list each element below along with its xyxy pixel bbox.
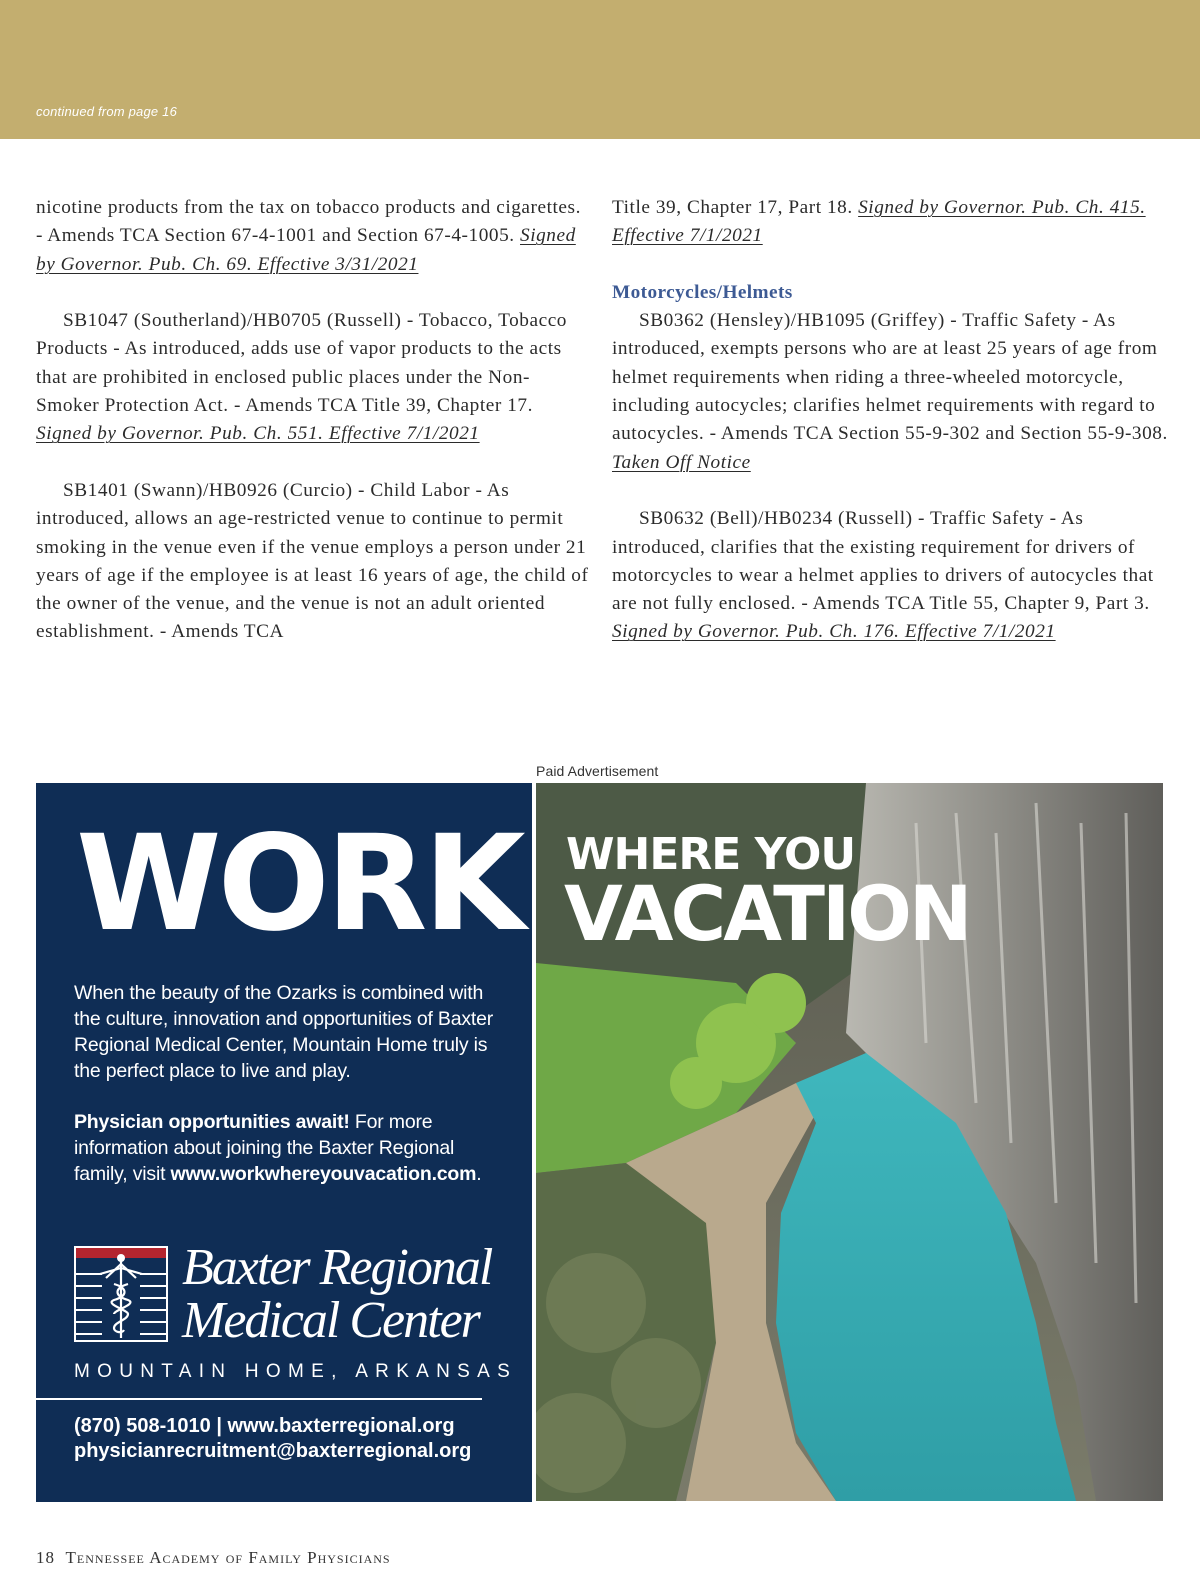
paragraph-text: SB0362 (Hensley)/HB1095 (Griffey) - Traffic Safety - As introduced, exempts persons who are at least 25 years of age from helmet requirements when riding a three-wheeled motorcycle, including autocycles; clarifies helmet requirements with regard to autocycles. - Amends TCA Section 55-9-302 and Section 55-9-308. (612, 310, 1168, 445)
ad-text: . (476, 1163, 482, 1185)
status-link[interactable]: Signed by Governor. Pub. Ch. 415. Effective 7/1/2021 (612, 197, 1146, 247)
page-footer (36, 1548, 391, 1568)
paid-advertisement-label: Paid Advertisement (536, 763, 659, 779)
ad-contact (74, 1414, 471, 1464)
header-band (0, 0, 1200, 139)
ad-headline-work: WORK (76, 807, 522, 961)
ad-website-link[interactable]: www.workwhereyouvacation.com (170, 1163, 477, 1185)
left-paragraph-2 (36, 307, 592, 448)
organization-name (182, 1241, 491, 1347)
section-heading: Motorcycles/Helmets (612, 281, 793, 303)
paragraph-text: SB1047 (Southerland)/HB0705 (Russell) - Tobacco, Tobacco Products - As introduced, adds use of vapor products to the acts that are prohibited in enclosed public places under the Non-Smoker Protection Act. - Amends TCA Title 39, Chapter 17. (36, 310, 567, 417)
ad-body-paragraph-2 (74, 1109, 504, 1187)
left-paragraph-1 (36, 194, 592, 279)
right-paragraph-1 (612, 194, 1172, 251)
status-link[interactable]: Taken Off Notice (612, 451, 751, 473)
right-column (612, 194, 1172, 675)
org-name-line-2: Medical Center (182, 1292, 479, 1349)
status-link[interactable]: Signed by Governor. Pub. Ch. 551. Effective 7/1/2021 (36, 423, 480, 445)
ad-headline-vacation: VACATION (564, 869, 970, 958)
continued-note: continued from page 16 (36, 104, 177, 119)
paragraph-text: SB1401 (Swann)/HB0926 (Curcio) - Child Labor - As introduced, allows an age-restricted venue to continue to permit smoking in the venue even if the venue employs a person under 21 years of age if the employee is at least 16 years of age, the child of the owner of the venue, and the venue is not an adult oriented establishment. - Amends TCA (36, 479, 589, 643)
hospital-logo-icon (74, 1246, 168, 1342)
right-paragraph-3 (612, 505, 1172, 646)
org-name-line-1: Baxter Regional (182, 1239, 492, 1296)
paragraph-text: nicotine products from the tax on tobacco products and cigarettes. - Amends TCA Section 67-4-1001 and Section 67-4-1005. (36, 197, 581, 247)
right-paragraph-2 (612, 307, 1172, 477)
caduceus-icon (76, 1248, 166, 1340)
publication-name: Tennessee Academy of Family Physicians (65, 1548, 391, 1567)
ad-body (74, 980, 504, 1212)
ad-headline-where-you: WHERE YOU (566, 829, 856, 880)
paragraph-text: Title 39, Chapter 17, Part 18. (612, 197, 859, 218)
left-paragraph-3 (36, 477, 592, 647)
ad-text: For more information about joining the Baxter Regional family, visit (74, 1111, 455, 1185)
left-column (36, 194, 592, 675)
contact-email[interactable]: physicianrecruitment@baxterregional.org (74, 1440, 472, 1462)
status-link[interactable]: Signed by Governor. Pub. Ch. 176. Effective 7/1/2021 (612, 621, 1056, 643)
contact-phone-website[interactable]: (870) 508-1010 | www.baxterregional.org (74, 1415, 455, 1437)
organization-location: MOUNTAIN HOME, ARKANSAS (74, 1361, 518, 1382)
ad-left-panel[interactable] (36, 783, 532, 1502)
ad-photo-panel[interactable] (536, 783, 1163, 1501)
ad-callout: Physician opportunities await! (74, 1111, 350, 1133)
paragraph-text: SB0632 (Bell)/HB0234 (Russell) - Traffic Safety - As introduced, clarifies that the existing requirement for drivers of motorcycles to wear a helmet applies to drivers of autocycles that are not fully enclosed. - Amends TCA Title 55, Chapter 9, Part 3. (612, 508, 1154, 615)
page-number: 18 (36, 1548, 55, 1567)
ad-body-paragraph-1: When the beauty of the Ozarks is combined with the culture, innovation and opportunities of Baxter Regional Medical Center, Mountain Home truly is the perfect place to live and play. (74, 982, 494, 1082)
ad-divider (36, 1398, 482, 1400)
status-link[interactable]: Signed by Governor. Pub. Ch. 69. Effective 3/31/2021 (36, 225, 576, 275)
